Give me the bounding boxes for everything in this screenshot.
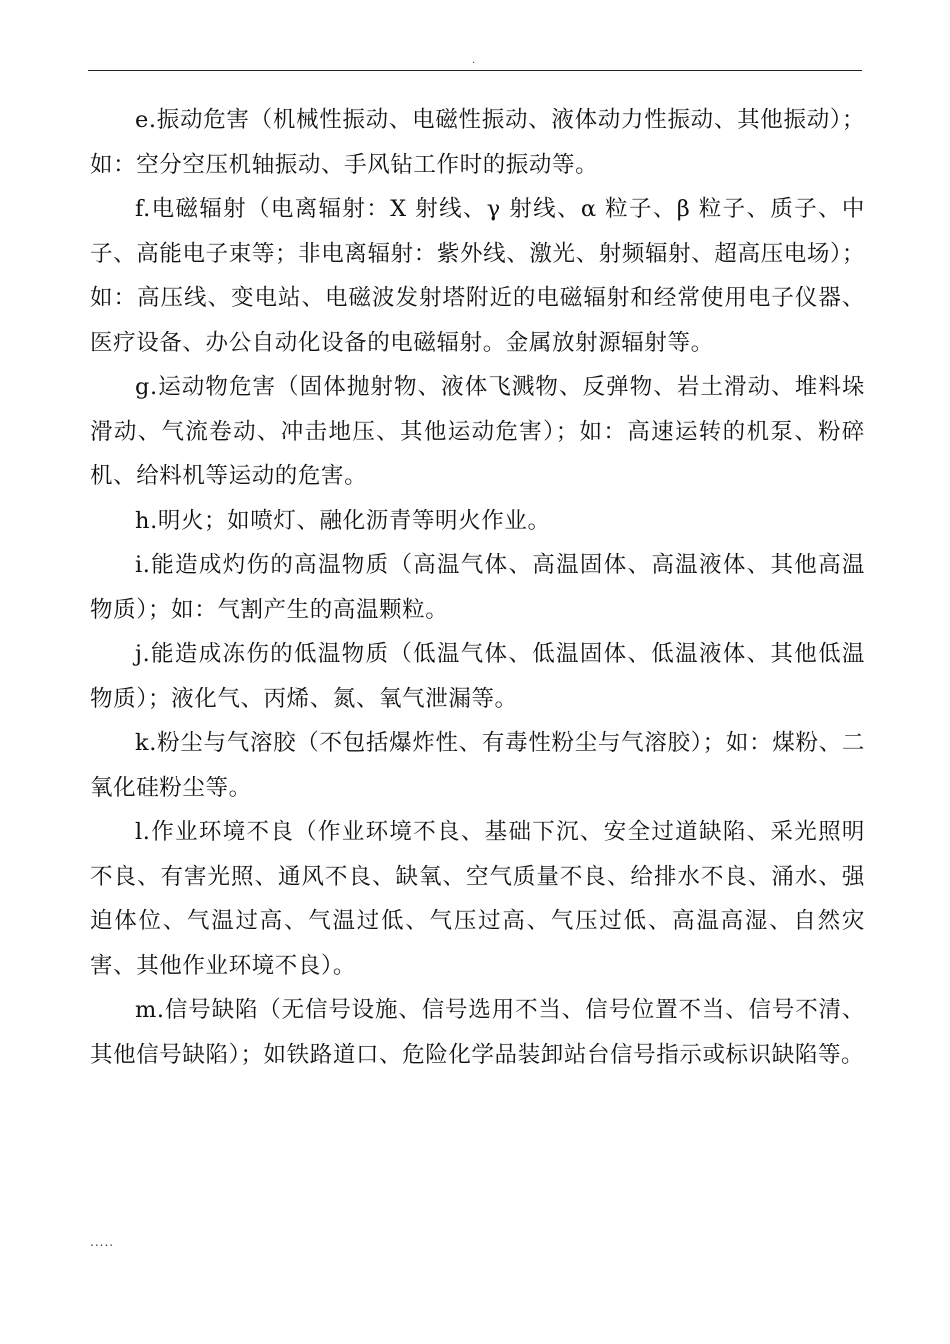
header-mark: . (472, 55, 476, 66)
paragraph-f-electromagnetic-radiation: f.电磁辐射（电离辐射：X 射线、γ 射线、α 粒子、β 粒子、质子、中子、高能电子束等；非电离辐射：紫外线、激光、射频辐射、超高压电场）；如：高压线、变电站、电磁波发射塔附近的电磁辐射和经常使用电子仪器、医疗设备、办公自动化设备的电磁辐射。金属放射源辐射等。 (90, 196, 865, 356)
paragraph-m-signal-defect: m.信号缺陷（无信号设施、信号选用不当、信号位置不当、信号不清、其他信号缺陷）；如铁路道口、危险化学品装卸站台信号指示或标识缺陷等。 (90, 997, 865, 1068)
paragraph-h-open-flame: h.明火；如喷灯、融化沥青等明火作业。 (135, 507, 551, 534)
paragraph-l-poor-work-environment: l.作业环境不良（作业环境不良、基础下沉、安全过道缺陷、采光照明不良、有害光照、通风不良、缺氧、空气质量不良、给排水不良、涌水、强迫体位、气温过高、气温过低、气压过高、气压过低、高温高湿、自然灾害、其他作业环境不良）。 (90, 819, 865, 979)
paragraph-k-dust-aerosol: k.粉尘与气溶胶（不包括爆炸性、有毒性粉尘与气溶胶）；如：煤粉、二氧化硅粉尘等。 (90, 730, 865, 801)
header-rule (88, 70, 862, 71)
paragraph-j-low-temperature-substance: j.能造成冻伤的低温物质（低温气体、低温固体、低温液体、其他低温物质）；液化气、丙烯、氮、氧气泄漏等。 (90, 641, 865, 712)
document-body (90, 98, 865, 1077)
paragraph-g-moving-object-hazard: g.运动物危害（固体抛射物、液体飞溅物、反弹物、岩土滑动、堆料垛滑动、气流卷动、冲击地压、其他运动危害）；如：高速运转的机泵、粉碎机、给料机等运动的危害。 (90, 374, 865, 489)
paragraph-i-high-temperature-substance: i.能造成灼伤的高温物质（高温气体、高温固体、高温液体、其他高温物质）；如：气割产生的高温颗粒。 (90, 552, 865, 623)
footer-mark: ..... (90, 1235, 115, 1249)
paragraph-e-vibration-hazard: e.振动危害（机械性振动、电磁性振动、液体动力性振动、其他振动）；如：空分空压机轴振动、手风钻工作时的振动等。 (90, 107, 865, 178)
